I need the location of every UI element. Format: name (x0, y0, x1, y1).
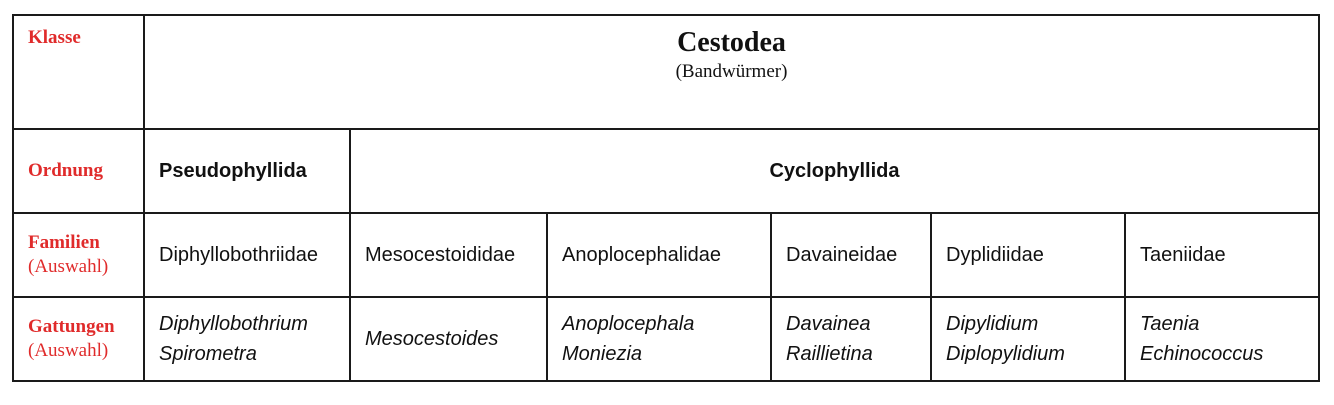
genus-name: Davainea (786, 313, 871, 335)
family-name: Mesocestoididae (365, 243, 516, 266)
family-cell (931, 213, 1125, 297)
genus-cell (547, 297, 771, 381)
family-cell (350, 213, 547, 297)
genus-name: Echinococcus (1140, 343, 1264, 365)
family-cell (771, 213, 931, 297)
row-familien (13, 213, 1319, 297)
order-name: Pseudophyllida (159, 159, 307, 182)
genus-name: Raillietina (786, 343, 873, 365)
gattungen-sublabel: (Auswahl) (28, 340, 109, 361)
genus-cell (771, 297, 931, 381)
genus-name: Taenia (1140, 313, 1200, 335)
order-cell-pseudophyllida (144, 129, 350, 213)
familien-label-cell (13, 213, 144, 297)
family-name: Dyplidiidae (946, 243, 1044, 266)
genus-name: Dipylidium (946, 313, 1039, 335)
klasse-label-cell (13, 15, 144, 129)
family-cell (144, 213, 350, 297)
row-ordnung (13, 129, 1319, 213)
genus-name: Diplopylidium (946, 343, 1065, 365)
klasse-label: Klasse (28, 27, 81, 48)
taxonomy-table (12, 14, 1320, 382)
class-common-name: (Bandwürmer) (675, 61, 788, 82)
order-name: Cyclophyllida (769, 159, 900, 182)
row-klasse (13, 15, 1319, 129)
order-cell-cyclophyllida (350, 129, 1319, 213)
family-name: Anoplocephalidae (562, 243, 722, 266)
ordnung-label-cell (13, 129, 144, 213)
family-name: Davaineidae (786, 243, 898, 266)
genus-name: Spirometra (159, 343, 257, 365)
class-name: Cestodea (677, 27, 786, 58)
ordnung-label: Ordnung (28, 160, 103, 181)
row-gattungen (13, 297, 1319, 381)
family-cell (547, 213, 771, 297)
genus-cell (931, 297, 1125, 381)
genus-cell (350, 297, 547, 381)
genus-name: Diphyllobothrium (159, 313, 308, 335)
family-name: Diphyllobothriidae (159, 243, 318, 266)
genus-name: Moniezia (562, 343, 643, 365)
genus-cell (1125, 297, 1319, 381)
gattungen-label-cell (13, 297, 144, 381)
familien-sublabel: (Auswahl) (28, 256, 109, 277)
genus-name: Mesocestoides (365, 328, 499, 350)
genus-name: Anoplocephala (562, 313, 695, 335)
family-cell (1125, 213, 1319, 297)
class-cell (144, 15, 1319, 129)
genus-cell (144, 297, 350, 381)
family-name: Taeniidae (1140, 243, 1226, 266)
gattungen-label: Gattungen (28, 316, 115, 337)
familien-label: Familien (28, 232, 100, 253)
